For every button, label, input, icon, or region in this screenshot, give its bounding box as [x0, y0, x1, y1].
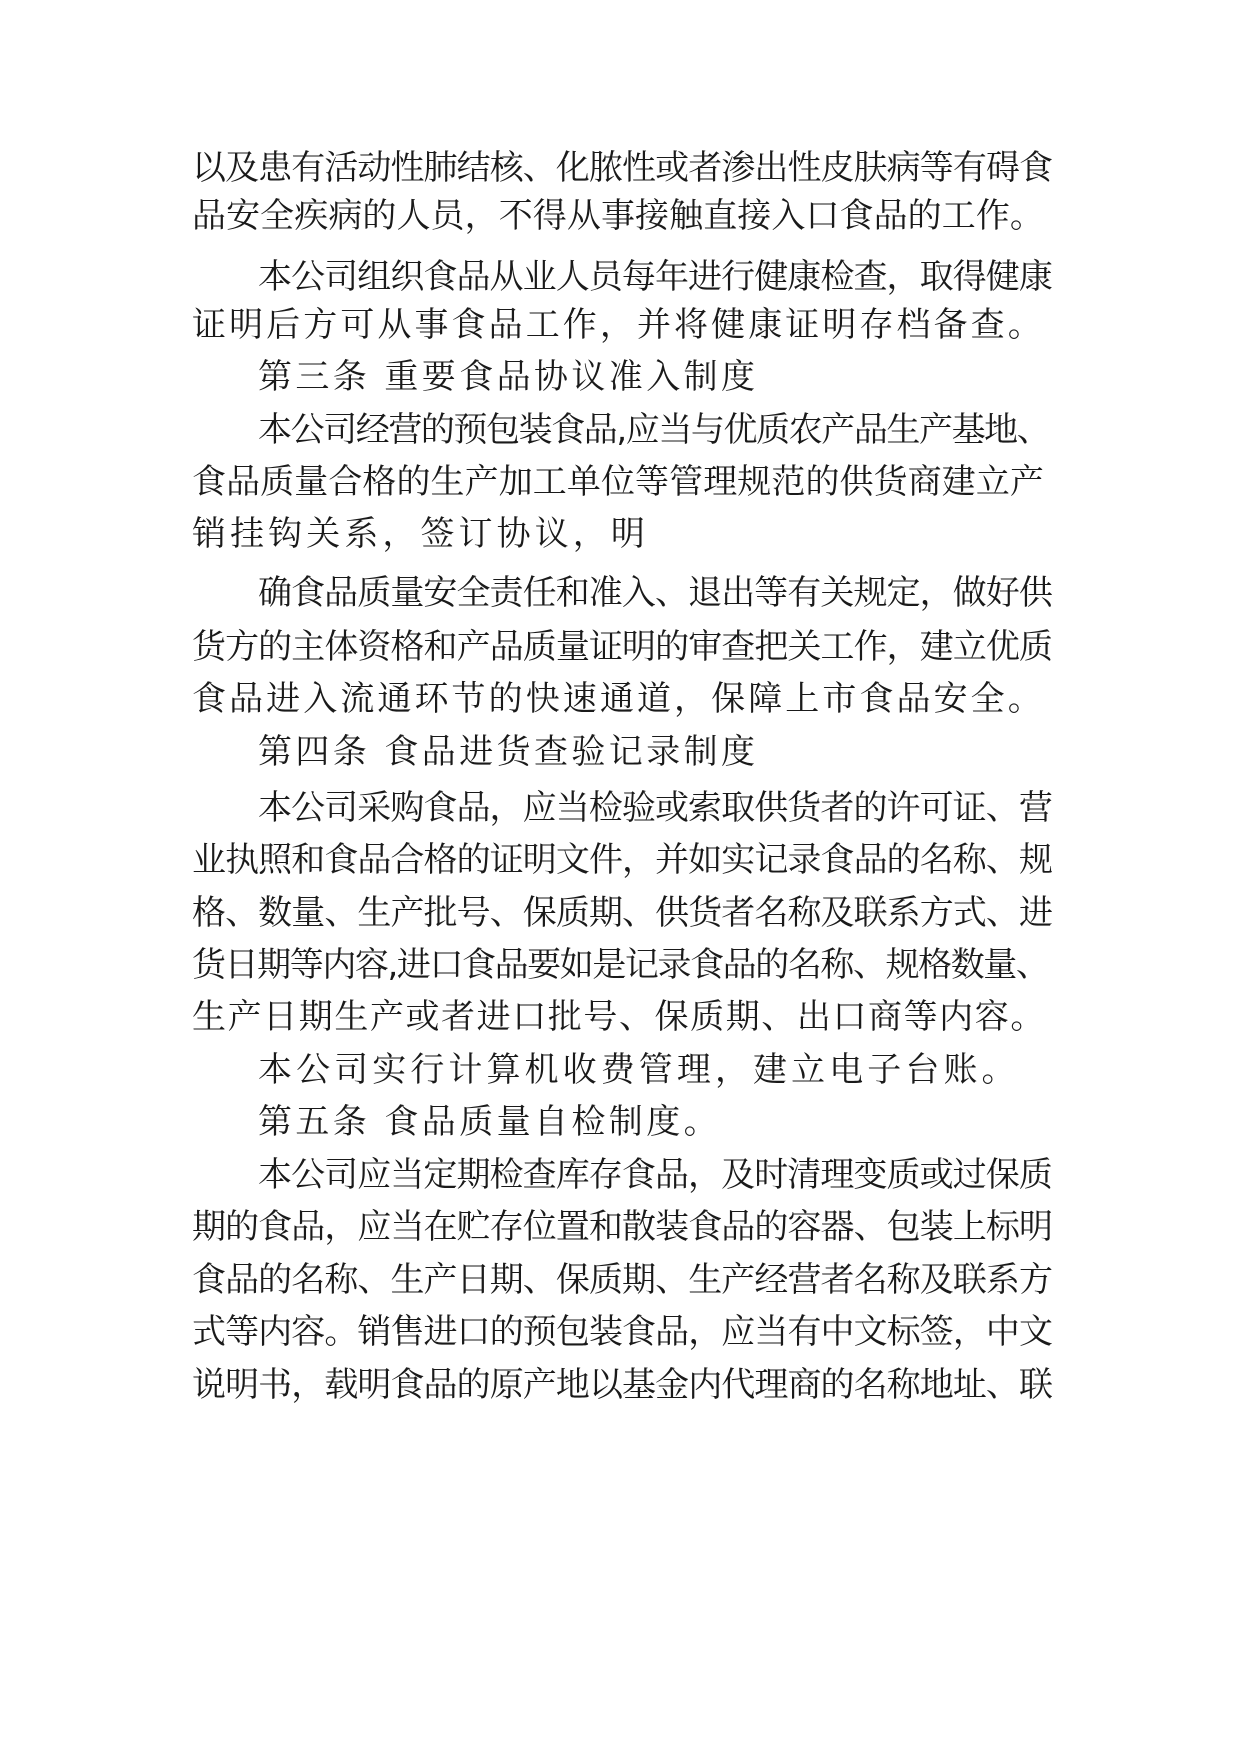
text-line: 食品的名称、生产日期、保质期、生产经营者名称及联系方 [192, 1260, 1053, 1300]
text-line: 生产日期生产或者进口批号、保质期、出口商等内容。 [192, 997, 1046, 1037]
text-line: 期的食品，应当在贮存位置和散装食品的容器、包装上标明 [192, 1207, 1053, 1247]
text-line: 说明书，载明食品的原产地以基金内代理商的名称地址、联 [192, 1365, 1053, 1405]
text-line: 证明后方可从事食品工作，并将健康证明存档备查。 [192, 305, 1045, 345]
text-line: 本公司经营的预包装食品,应当与优质农产品生产基地、 [258, 410, 1050, 450]
section-heading: 第五条 食品质量自检制度。 [258, 1102, 722, 1142]
text-line: 食品进入流通环节的快速通道，保障上市食品安全。 [192, 679, 1045, 719]
text-line: 本公司采购食品，应当检验或索取供货者的许可证、营 [258, 788, 1052, 828]
text-line: 确食品质量安全责任和准入、退出等有关规定，做好供 [258, 573, 1052, 613]
text-line: 式等内容。销售进口的预包装食品，应当有中文标签，中文 [192, 1312, 1053, 1352]
text-line: 品安全疾病的人员，不得从事接触直接入口食品的工作。 [192, 196, 1044, 236]
text-line: 本公司组织食品从业人员每年进行健康检查，取得健康 [258, 257, 1052, 297]
text-line: 格、数量、生产批号、保质期、供货者名称及联系方式、进 [192, 893, 1053, 933]
text-line: 业执照和食品合格的证明文件，并如实记录食品的名称、规 [192, 840, 1053, 880]
text-line: 货日期等内容,进口食品要如是记录食品的名称、规格数量、 [192, 945, 1049, 985]
text-line: 销挂钩关系，签订协议，明 [192, 514, 649, 554]
section-heading: 第四条 食品进货查验记录制度 [258, 732, 759, 772]
text-line: 食品质量合格的生产加工单位等管理规范的供货商建立产 [192, 462, 1044, 502]
text-line: 本公司应当定期检查库存食品，及时清理变质或过保质 [258, 1155, 1052, 1195]
text-line: 本公司实行计算机收费管理，建立电子台账。 [258, 1050, 1020, 1090]
text-line: 以及患有活动性肺结核、化脓性或者渗出性皮肤病等有碍食 [192, 148, 1053, 188]
text-line: 货方的主体资格和产品质量证明的审查把关工作，建立优质 [192, 627, 1053, 667]
section-heading: 第三条 重要食品协议准入制度 [258, 357, 759, 397]
